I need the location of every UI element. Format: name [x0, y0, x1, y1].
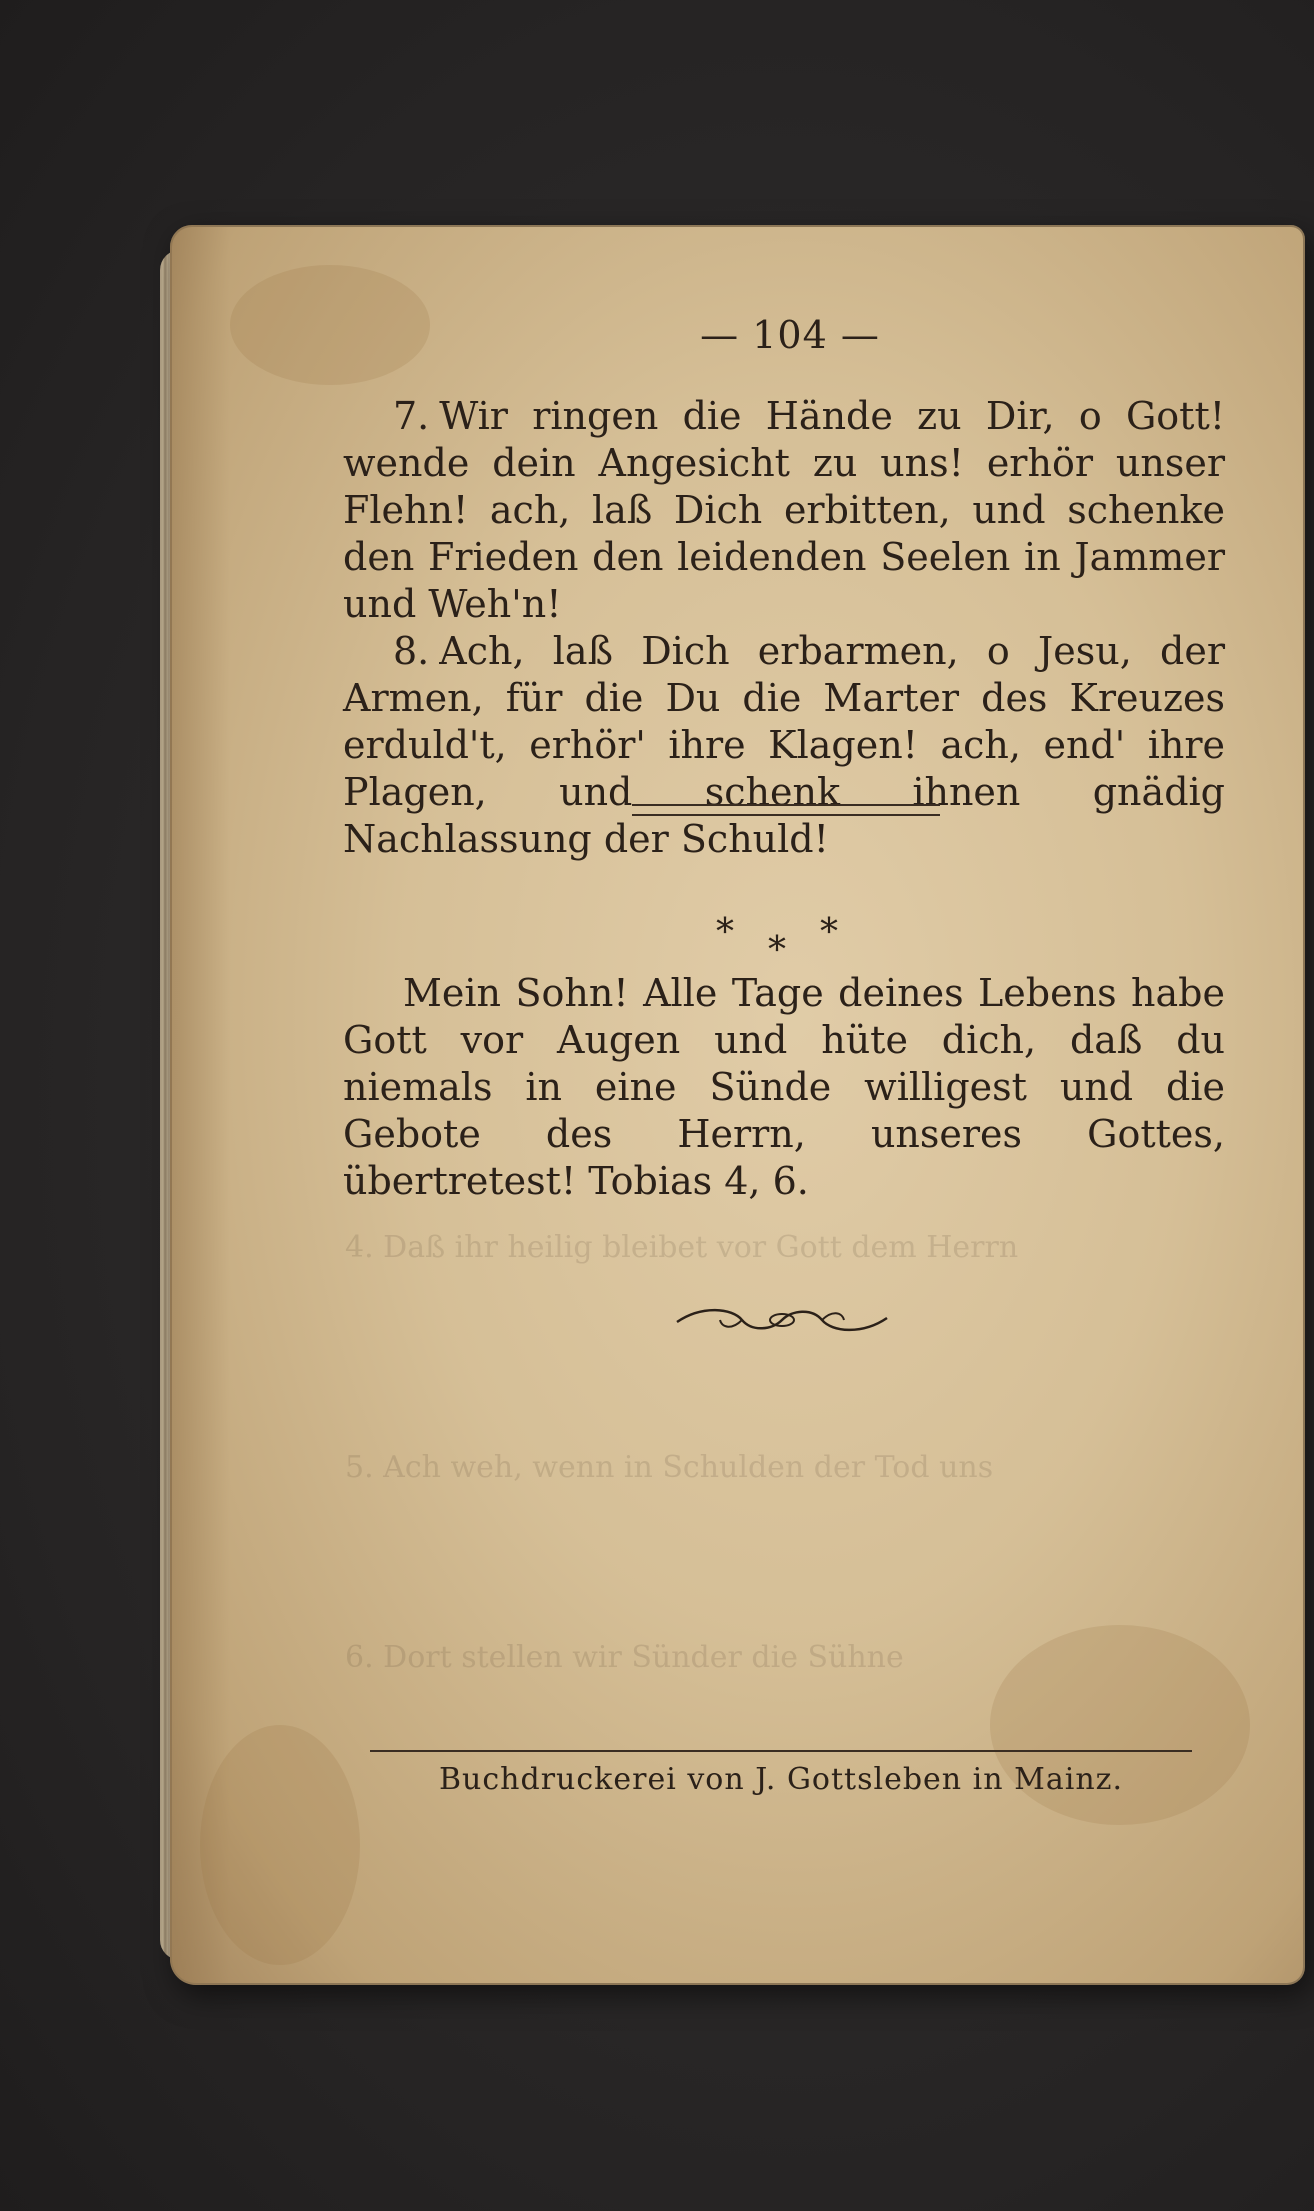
asterism-star: *: [716, 912, 734, 953]
paper-stain: [230, 265, 430, 385]
verse-number: 7.: [393, 394, 430, 438]
show-through-text: 5. Ach weh, wenn in Schulden der Tod uns: [345, 1450, 994, 1485]
double-rule-divider: [632, 804, 940, 816]
hymn-verses: [343, 393, 1225, 863]
footer-rule: [370, 1750, 1192, 1752]
asterism: [700, 912, 870, 971]
flourish-ornament: [672, 1300, 892, 1340]
verse-number: 8.: [393, 629, 430, 673]
verse-8: [343, 628, 1225, 863]
printer-imprint: Buchdruckerei von J. Gottsleben in Mainz.: [439, 1762, 1123, 1797]
page-number: — 104 —: [700, 313, 880, 357]
asterism-star: *: [820, 912, 838, 953]
asterism-star: *: [768, 930, 786, 971]
paper-stain: [200, 1725, 360, 1965]
verse-text: Wir ringen die Hände zu Dir, o Gott! wende dein Angesicht zu uns! erhör unser Flehn! ach, laß Dich erbitten, und schenke den Frieden den leidenden Seelen in Jammer und Weh'n!: [343, 394, 1225, 626]
page-gutter-shadow: [170, 225, 230, 1985]
show-through-text: 6. Dort stellen wir Sünder die Sühne: [345, 1640, 904, 1675]
verse-text: Ach, laß Dich erbarmen, o Jesu, der Armen, für die Du die Marter des Kreuzes erduld't, erhör' ihre Klagen! ach, end' ihre Plagen, und schenk ihnen gnädig Nachlassung der Schuld!: [343, 629, 1225, 861]
verse-7: [343, 393, 1225, 628]
show-through-text: 4. Daß ihr heilig bleibet vor Gott dem Herrn: [345, 1230, 1019, 1265]
bible-quote: Mein Sohn! Alle Tage deines Lebens habe Gott vor Augen und hüte dich, daß du niemals in eine Sünde willigest und die Gebote des Herrn, unseres Gottes, übertretest! Tobias 4, 6.: [343, 971, 1225, 1203]
